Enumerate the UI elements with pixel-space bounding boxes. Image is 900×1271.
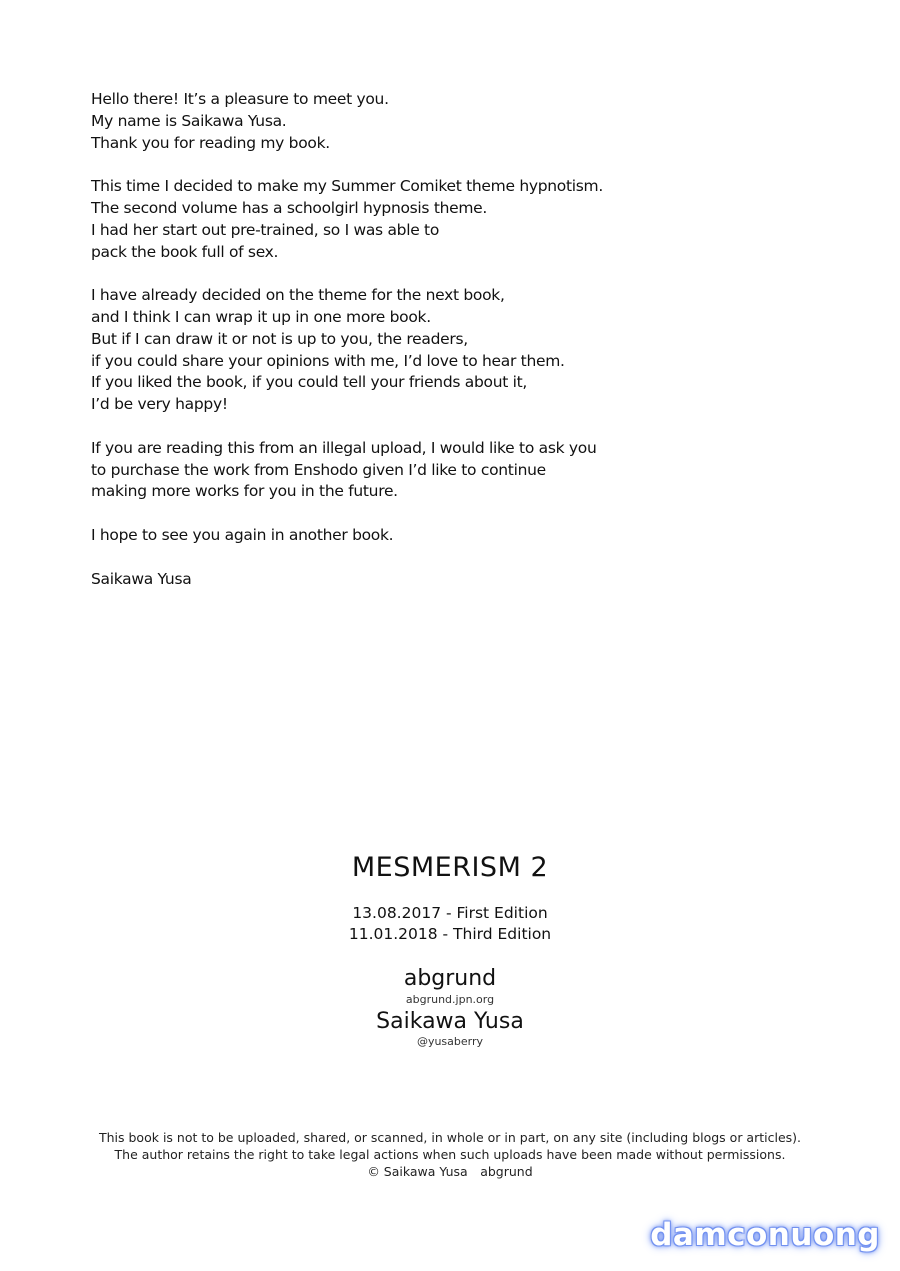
book-title: MESMERISM 2 xyxy=(351,852,549,883)
letter-line: This time I decided to make my Summer Comiket theme hypnotism. xyxy=(91,177,603,196)
author-name: Saikawa Yusa xyxy=(376,1009,524,1034)
letter-line: to purchase the work from Enshodo given I’d like to continue xyxy=(91,460,546,479)
legal-notice-line: The author retains the right to take legal actions when such uploads have been made without permissions. xyxy=(114,1147,786,1162)
letter-line: If you are reading this from an illegal upload, I would like to ask you xyxy=(91,438,597,457)
letter-line: pack the book full of sex. xyxy=(91,242,279,261)
letter-paragraph-greeting xyxy=(91,89,651,154)
letter-line: Hello there! It’s a pleasure to meet you. xyxy=(91,90,389,108)
letter-line: But if I can draw it or not is up to you, the readers, xyxy=(91,329,468,348)
legal-notice-line: This book is not to be uploaded, shared, or scanned, in whole or in part, on any site (including blogs or articles). xyxy=(98,1130,802,1145)
letter-line: Thank you for reading my book. xyxy=(91,133,330,152)
circle-url: abgrund.jpn.org xyxy=(405,993,495,1006)
letter-paragraph-next-book xyxy=(91,285,651,416)
letter-line: I’d be very happy! xyxy=(91,395,228,414)
copyright-line: © Saikawa Yusa abgrund xyxy=(367,1164,533,1179)
author-handle: @yusaberry xyxy=(416,1035,484,1048)
author-letter xyxy=(91,89,651,590)
letter-paragraph-theme xyxy=(91,176,651,263)
letter-paragraph-illegal-upload xyxy=(91,438,651,503)
letter-line: If you liked the book, if you could tell your friends about it, xyxy=(91,373,528,392)
letter-line: if you could share your opinions with me, I’d love to hear them. xyxy=(91,351,565,370)
letter-line: I have already decided on the theme for the next book, xyxy=(91,286,505,305)
letter-line: The second volume has a schoolgirl hypnosis theme. xyxy=(91,198,488,217)
edition-third: 11.01.2018 - Third Edition xyxy=(348,925,552,943)
letter-line: I hope to see you again in another book. xyxy=(91,525,394,544)
letter-line: making more works for you in the future. xyxy=(91,482,398,501)
letter-line: My name is Saikawa Yusa. xyxy=(91,111,287,130)
letter-paragraph-farewell xyxy=(91,525,651,547)
letter-line: and I think I can wrap it up in one more book. xyxy=(91,307,431,326)
letter-line: I had her start out pre-trained, so I was able to xyxy=(91,220,440,239)
letter-signature: Saikawa Yusa xyxy=(91,569,192,588)
circle-name: abgrund xyxy=(403,966,497,991)
edition-first: 13.08.2017 - First Edition xyxy=(352,904,548,922)
site-watermark: damconuong xyxy=(650,1217,880,1253)
